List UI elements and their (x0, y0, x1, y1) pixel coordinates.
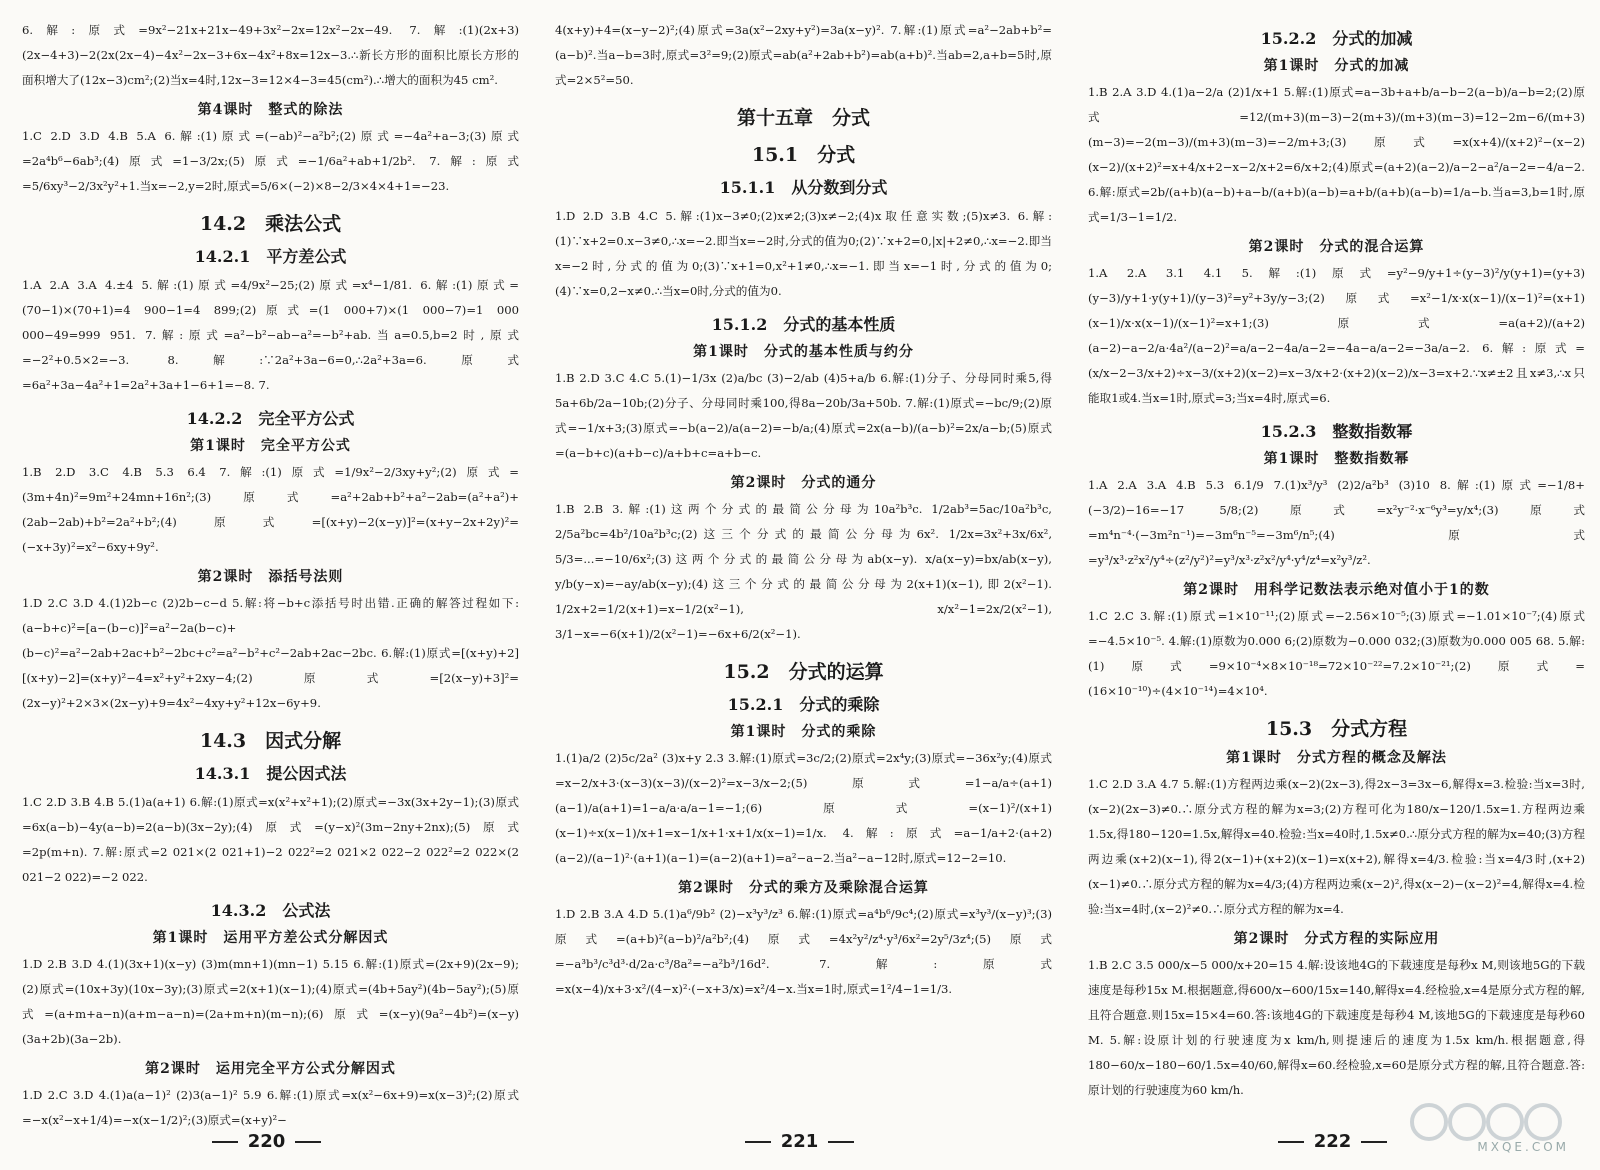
lesson-title: 第1课时 运用平方差公式分解因式 (152, 930, 389, 946)
page-number: 221 (533, 1131, 1066, 1152)
section-title: 15.1 分式 (751, 144, 856, 166)
subsection-title: 14.3.1 提公因式法 (194, 764, 347, 783)
page-222 (1066, 0, 1599, 1170)
answer-paragraph: 1.B 2.D 3.C 4.B 5.3 6.4 7.解:(1)原式=1/9x²−2/3xy+y²;(2)原式=(3m+4n)²=9m²+24mn+16n²;(3)原式=a²+2ab+b²+a²−2ab=(a²+a²)+(2ab−2ab)+b²=2a²+b²;(4)原式=[(x+y)−2(x−y)]²=(x+y−2x+2y)²=(−x+3y)²=x²−6xy+9y². (22, 465, 519, 554)
section-title: 14.2 乘法公式 (199, 213, 342, 235)
section-title: 14.3 因式分解 (199, 730, 342, 752)
answer-paragraph: 1.D 2.D 3.B 4.C 5.解:(1)x−3≠0;(2)x≠2;(3)x≠−2;(4)x取任意实数;(5)x≠3. 6.解:(1)∵x+2=0.x−3≠0,∴x=−2.即当x=−2时,分式的值为0;(2)∵x+2=0,|x|+2≠0,∴x=−2.即当x=−2时,分式的值为0;(3)∵x+1=0,x²+1≠0,∴x=−1.即当x=−1时,分式的值为0;(4)∵x=0,2−x≠0.∴当x=0时,分式的值为0. (555, 209, 1052, 298)
watermark-text: MXQE.COM (1477, 1140, 1569, 1154)
answer-paragraph: 4(x+y)+4=(x−y−2)²;(4)原式=3a(x²−2xy+y²)=3a(x−y)². 7.解:(1)原式=a²−2ab+b²=(a−b)².当a−b=3时,原式=3²=9;(2)原式=ab(a²+2ab+b²)=ab(a+b)².当ab=2,a+b=5时,原式=2×5²=50. (555, 23, 1052, 87)
subsection-title: 14.2.1 平方差公式 (194, 247, 347, 266)
subsection-title: 15.1.2 分式的基本性质 (711, 315, 896, 334)
answer-paragraph: 1.B 2.C 3.5 000/x−5 000/x+20=15 4.解:设该地4G的下载速度是每秒x M,则该地5G的下载速度是每秒15x M.根据题意,得600/x−600/15x=140,解得x=4.经检验,x=4是原分式方程的解,且符合题意.则15x=15×4=60.答:该地4G的下载速度是每秒4 M,该地5G的下载速度是每秒60 M. 5.解:设原计划的行驶速度为x km/h,则提速后的速度为1.5x km/h.根据题意,得180−60/x−180−60/1.5x=40/60,解得x=60.经检验,x=60是原分式方程的解,且符合题意.答:原计划的行驶速度为60 km/h. (1088, 958, 1585, 1097)
answer-paragraph: 1.C 2.C 3.解:(1)原式=1×10⁻¹¹;(2)原式=−2.56×10⁻⁵;(3)原式=−1.01×10⁻⁷;(4)原式=−4.5×10⁻⁵. 4.解:(1)原数为0.000 6;(2)原数为−0.000 032;(3)原数为0.000 005 68. 5.解:(1)原式=9×10⁻⁴×8×10⁻¹⁸=72×10⁻²²=7.2×10⁻²¹;(2)原式=(16×10⁻¹⁰)÷(4×10⁻¹⁴)=4×10⁴. (1088, 609, 1585, 698)
lesson-title: 第2课时 用科学记数法表示绝对值小于1的数 (1183, 582, 1490, 598)
lesson-title: 第1课时 完全平方公式 (190, 438, 351, 454)
answer-paragraph: 6.解:原式=9x²−21x+21x−49+3x²−2x=12x²−2x−49. 7.解:(1)(2x+3)(2x−4+3)−2(2x(2x−4)−4x²−2x−3+6x−4x²+8x=12x−3.∴新长方形的面积比原长方形的面积增大了(12x−3)cm²;(2)当x=4时,12x−3=12×4−3=45(cm²).∴增大的面积为45 cm². (22, 23, 519, 87)
answer-paragraph: 1.D 2.B 3.D 4.(1)(3x+1)(x−y) (3)m(mn+1)(mn−1) 5.15 6.解:(1)原式=(2x+9)(2x−9);(2)原式=(10x+3y)(10x−3y);(3)原式=2(x+1)(x−1);(4)原式=(4b+5ay²)(4b−5ay²);(5)原式=(a+m+a−n)(a+m−a−n)=(2a+m+n)(m−n);(6)原式=(x−y)(9a²−4b²)=(x−y)(3a+2b)(3a−2b). (22, 957, 519, 1046)
answer-paragraph: 1.B 2.A 3.D 4.(1)a−2/a (2)1/x+1 5.解:(1)原式=a−3b+a+b/a−b−2(a−b)/a−b=2;(2)原式=12/(m+3)(m−3)−2(m+3)/(m+3)(m−3)=12−2m−6/(m+3)(m−3)=−2(m−3)/(m+3)(m−3)=−2/m+3;(3)原式=x(x+4)/(x+2)²−(x−2)(x−2)/(x+2)²=x+4/x+2−x−2/x+2=6/x+2;(4)原式=(a+2)(a−2)/a−2−a²/a−2=−4/a−2. 6.解:原式=2b/(a+b)(a−b)+a−b/(a+b)(a−b)=a+b/(a+b)(a−b)=1/a−b.当a=3,b=1时,原式=1/3−1=1/2. (1088, 85, 1585, 224)
lesson-title: 第1课时 分式的乘除 (730, 724, 877, 740)
answer-paragraph: 1.C 2.D 3.D 4.B 5.A 6.解:(1)原式=(−ab)²−a²b²;(2)原式=−4a²+a−3;(3)原式=2a⁴b⁶−6ab³;(4)原式=1−3/2x;(5)原式=−1/6a²+ab+1/2b². 7.解:原式=5/6xy³−2/3x²y²+1.当x=−2,y=2时,原式=5/6×(−2)×8−2/3×4×4+1=−23. (22, 129, 519, 193)
answer-paragraph: 1.A 2.A 3.1 4.1 5.解:(1)原式=y²−9/y+1÷(y−3)²/y(y+1)=(y+3)(y−3)/y+1·y(y+1)/(y−3)²=y²+3y/y−3;(2)原式=x²−1/x·x(x−1)/(x−1)²=(x+1)(x−1)/x·x(x−1)/(x−1)²=x+1;(3)原式=a(a+2)/(a+2)(a−2)−a−2/a·4a²/(a−2)²=a/a−2−4a/a−2=−4a−a/a−2=−3a/a−2. 6.解:原式=(x/x−2−3/x+2)÷x−3/(x+2)(x−2)=x−3/x+2·(x+2)(x−2)/x−3=x+2.∵x≠±2且x≠3,∴x只能取1或4.当x=1时,原式=3;当x=4时,原式=6. (1088, 266, 1585, 405)
answer-paragraph: 1.D 2.C 3.D 4.(1)a(a−1)² (2)3(a−1)² 5.9 6.解:(1)原式=x(x²−6x+9)=x(x−3)²;(2)原式=−x(x²−x+1/4)=−x(x−1/2)²;(3)原式=(x+y)²− (22, 1088, 519, 1127)
lesson-title: 第1课时 分式的加减 (1263, 58, 1410, 74)
subsection-title: 15.1.1 从分数到分式 (719, 178, 888, 197)
lesson-title: 第1课时 整数指数幂 (1263, 451, 1410, 467)
page-220 (0, 0, 533, 1170)
chapter-title: 第十五章 分式 (736, 107, 870, 129)
lesson-title: 第2课时 添括号法则 (197, 569, 344, 585)
subsection-title: 15.2.1 分式的乘除 (727, 695, 880, 714)
answer-paragraph: 1.C 2.D 3.A 4.7 5.解:(1)方程两边乘(x−2)(2x−3),得2x−3=3x−6,解得x=3.检验:当x=3时,(x−2)(2x−3)≠0.∴原分式方程的解为x=3;(2)方程可化为180/x−120/1.5x=1.方程两边乘1.5x,得180−120=1.5x,解得x=40.检验:当x=40时,1.5x≠0.∴原分式方程的解为x=40;(3)方程两边乘(x+2)(x−1),得2(x−1)+(x+2)(x−1)=x(x+2),解得x=4/3.检验:当x=4/3时,(x+2)(x−1)≠0.∴原分式方程的解为x=4/3;(4)方程两边乘(x−2)²,得x(x−2)−(x−2)²=4,解得x=4.检验:当x=4时,(x−2)²≠0.∴原分式方程的解为x=4. (1088, 777, 1585, 916)
answer-paragraph: 1.C 2.D 3.B 4.B 5.(1)a(a+1) 6.解:(1)原式=x(x²+x²+1);(2)原式=−3x(3x+2y−1);(3)原式=6x(a−b)−4y(a−b)=2(a−b)(3x−2y);(4)原式=(y−x)²(3m−2ny+2nx);(5)原式=2p(m+n). 7.解:原式=2 021×(2 021+1)−2 022²=2 021×2 022−2 022²=2 022×(2 021−2 022)=−2 022. (22, 795, 519, 884)
answer-paragraph: 1.(1)a/2 (2)5c/2a² (3)x+y 2.3 3.解:(1)原式=3c/2;(2)原式=2x⁴y;(3)原式=−36x²y;(4)原式=x−2/x+3·(x−3)(x−3)/(x−2)²=x−3/x−2;(5)原式=1−a/a÷(a+1)(a−1)/a(a+1)=1−a/a·a/a−1=−1;(6)原式=(x−1)²/(x+1)(x−1)÷x(x−1)/x+1=x−1/x+1·x+1/x(x−1)=1/x. 4.解:原式=a−1/a+2·(a+2)(a−2)/(a−1)²·(a+1)(a−1)=(a−2)(a+1)=a²−a−2.当a²−a−12时,原式=12−2=10. (555, 751, 1052, 865)
lesson-title: 第2课时 分式的乘方及乘除混合运算 (678, 880, 929, 896)
answer-paragraph: 1.A 2.A 3.A 4.±4 5.解:(1)原式=4/9x²−25;(2)原式=x⁴−1/81. 6.解:(1)原式=(70−1)×(70+1)=4 900−1=4 899;(2)原式=(1 000+7)×(1 000−7)=1 000 000−49=999 951. 7.解:原式=a²−b²−ab−a²=−b²+ab.当a=0.5,b=2时,原式=−2²+0.5×2=−3. 8.解:∵2a²+3a−6=0,∴2a²+3a=6.原式=6a²+3a−4a²+1=2a²+3a+1−6+1=−8. 7. (22, 278, 519, 392)
lesson-title: 第1课时 分式方程的概念及解法 (1226, 750, 1447, 766)
subsection-title: 15.2.3 整数指数幂 (1260, 422, 1413, 441)
lesson-title: 第2课时 运用完全平方公式分解因式 (145, 1061, 396, 1077)
section-title: 15.3 分式方程 (1265, 718, 1408, 740)
answer-paragraph: 1.D 2.C 3.D 4.(1)2b−c (2)2b−c−d 5.解:将−b+c添括号时出错.正确的解答过程如下:(a−b+c)²=[a−(b−c)]²=a²−2a(b−c)+(b−c)²=a²−2ab+2ac+b²−2bc+c²=a²−b²+c²−2ab+2ac−2bc. 6.解:(1)原式=[(x+y)+2][(x+y)−2]=(x+y)²−4=x²+y²+2xy−4;(2)原式=[2(x−y)+3]²=(2x−y)²+2×3×(2x−y)+9=4x²−4xy+y²+12x−6y+9. (22, 596, 519, 710)
subsection-title: 14.2.2 完全平方公式 (186, 409, 355, 428)
subsection-title: 15.2.2 分式的加减 (1260, 29, 1413, 48)
page-number: 220 (0, 1131, 533, 1152)
page-number: 222 (1066, 1131, 1599, 1152)
answer-paragraph: 1.D 2.B 3.A 4.D 5.(1)a⁶/9b² (2)−x³y³/z³ 6.解:(1)原式=a⁴b⁶/9c⁴;(2)原式=x³y³/(x−y)³;(3)原式=(a+b)²(a−b)²/a²b²;(4)原式=4x²y²/z⁴·y³/6x²=2y⁵/3z⁴;(5)原式=−a³b³/c³d³·d/2a·c³/8a²=−a²b³/16d². 7.解:原式=x(x−4)/x+3·x²/(4−x)²·(−x+3/x)=x²/4−x.当x=1时,原式=1²/4−1=1/3. (555, 907, 1052, 996)
answer-paragraph: 1.B 2.D 3.C 4.C 5.(1)−1/3x (2)a/bc (3)−2/ab (4)5+a/b 6.解:(1)分子、分母同时乘5,得5a+6b/2a−10b;(2)分子、分母同时乘100,得8a−20b/3a+50b. 7.解:(1)原式=−bc/9;(2)原式=−1/x+3;(3)原式=−b(a−2)/a(a−2)=−b/a;(4)原式=2x(a−b)/(a−b)²=2x/a−b;(5)原式=(a−b+c)(a+b−c)/a+b+c=a+b−c. (555, 371, 1052, 460)
lesson-title: 第2课时 分式的通分 (730, 475, 877, 491)
answer-paragraph: 1.B 2.B 3.解:(1)这两个分式的最简公分母为10a²b³c. 1/2ab³=5ac/10a²b³c, 2/5a²bc=4b²/10a²b³c;(2)这三个分式的最简公分母为6x². 1/2x=3x²+3x/6x², 5/3=...=−10/6x²;(3)这两个分式的最简公分母为ab(x−y). x/a(x−y)=bx/ab(x−y), y/b(y−x)=−ay/ab(x−y);(4)这三个分式的最简公分母为2(x+1)(x−1),即2(x²−1). 1/2x+2=1/2(x+1)=x−1/2(x²−1), x/x²−1=2x/2(x²−1), 3/1−x=−6(x+1)/2(x²−1)=−6x+6/2(x²−1). (555, 502, 1052, 641)
lesson-title: 第4课时 整式的除法 (197, 102, 344, 118)
section-title: 15.2 分式的运算 (723, 661, 884, 683)
subsection-title: 14.3.2 公式法 (210, 901, 331, 920)
lesson-title: 第2课时 分式的混合运算 (1248, 239, 1425, 255)
lesson-title: 第1课时 分式的基本性质与约分 (693, 344, 914, 360)
page-221 (533, 0, 1066, 1170)
lesson-title: 第2课时 分式方程的实际应用 (1233, 931, 1440, 947)
answer-paragraph: 1.A 2.A 3.A 4.B 5.3 6.1/9 7.(1)x³/y³ (2)2/a²b³ (3)10 8.解:(1)原式=−1/8+(−3/2)−16=−17 5/8;(2)原式=x²y⁻²·x⁻⁶y³=y/x⁴;(3)原式=m⁴n⁻⁴·(−3m²n⁻¹)=−3m⁶n⁻⁵=−3m⁶/n⁵;(4)原式=y³/x³·z²x²/y⁴÷(z²/y²)²=y³/x³·z²x²/y⁴·y⁴/z⁴=x²y³/z². (1088, 478, 1585, 567)
